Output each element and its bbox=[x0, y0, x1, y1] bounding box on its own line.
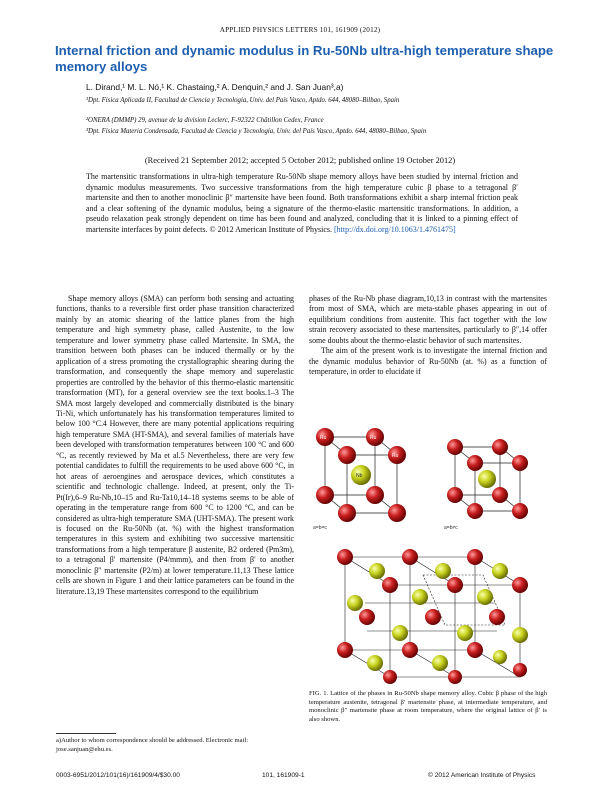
publication-dates: (Received 21 September 2012; accepted 5 October 2012; published online 19 October 2012) bbox=[144, 156, 456, 165]
journal-header: APPLIED PHYSICS LETTERS 101, 161909 (2012) bbox=[219, 26, 381, 34]
correspondence-footnote: a)Author to whom correspondence should be addressed. Electronic mail: jose.sanjuan@ehu.es. bbox=[56, 737, 249, 753]
cubic-axis-label: a=b=c bbox=[313, 525, 327, 531]
author-list: L. Dirand,¹ M. L. Nó,¹ K. Chastaing,² A. Denquin,² and J. San Juan³,a) bbox=[86, 82, 344, 92]
ru-label: Ru bbox=[320, 435, 327, 441]
tetragonal-nb-atom bbox=[478, 470, 496, 488]
body-column-right bbox=[309, 294, 547, 378]
lattice-figure bbox=[305, 425, 555, 685]
affiliation-1: ¹Dpt. Física Aplicada II, Facultad de Ciencia y Tecnología, Univ. del País Vasco, Aptdo. 644, 48080–Bilbao, Spain bbox=[86, 97, 400, 104]
paragraph: The aim of the present work is to investigate the internal friction and the dynamic modulus behavior of Ru-50Nb (at. %) as a function of temperature, in order to elucidate if bbox=[309, 346, 547, 377]
nb-label: Nb bbox=[356, 473, 363, 479]
footer-page-number: 101, 161909-1 bbox=[262, 772, 305, 779]
ru-label: Ru bbox=[392, 453, 399, 459]
ru-label: Ru bbox=[370, 435, 377, 441]
abstract-text: The martensitic transformations in ultra-high temperature Ru-50Nb shape memory alloys have been studied by internal friction and dynamic modulus measurements. Two successive transformations from the high temperature cubic β phase to a tetragonal β′ martensite and then to another monoclinic β″ martensite have been found. Both transformations exhibit a sharp internal friction peak and a clear softening of the dynamic modulus, being a signature of the thermo-elastic martensitic transformations. In addition, a pseudo relaxation peak strongly dependent on time has been found and analyzed, concluding that it is linked to a pinning effect of martensite interfaces by point defects. © 2012 American Institute of Physics. bbox=[86, 172, 518, 234]
tetragonal-axis-label: a=b≠c bbox=[444, 525, 458, 531]
abstract bbox=[86, 172, 518, 236]
doi-link[interactable]: [http://dx.doi.org/10.1063/1.4761475] bbox=[334, 224, 456, 234]
affiliation-2: ²ONERA (DMMP) 29, avenue de la division Leclerc, F-92322 Châtillon Cedex, France bbox=[86, 117, 324, 124]
footer-issn: 0003-6951/2012/101(16)/161909/4/$30.00 bbox=[56, 772, 180, 779]
affiliation-3: ³Dpt. Física Materia Condensada, Facultad de Ciencia y Tecnología, Univ. del País Vasco, Aptdo. 644, 48080–Bilbao, Spain bbox=[86, 128, 427, 135]
article-title: Internal friction and dynamic modulus in Ru-50Nb ultra-high temperature shape memory alloys bbox=[55, 43, 554, 74]
body-column-left bbox=[56, 294, 294, 597]
paragraph: phases of the Ru-Nb phase diagram,10,13 in contrast with the martensites from most of SMA, which are meta-stable phases appearing in out of equilibrium conditions from austenite. This fact together with the low strain recovery associated to these martensites, particularly to β″,14 offer some doubts about the thermo-elastic behavior of such martensites. bbox=[309, 294, 547, 345]
figure-caption: FIG. 1. Lattice of the phases in Ru-50Nb shape memory alloy. Cubic β phase of the high temperature austenite, tetragonal β′ martensite phase, at intermediate temperature, and monoclinic β″ martensite phase at room temperature, where the original lattice of β′ is also shown. bbox=[309, 690, 547, 723]
footnote-divider bbox=[56, 733, 116, 734]
paragraph: Shape memory alloys (SMA) can perform both sensing and actuating functions, thanks to a reversible first order phase transition characterized mainly by an atomic shearing of the lattice planes from the high temperature and high symmetry phase, called Austenite, to the low temperature and lower symmetry phase called Martensite. In SMA, the transition between both phases can be induced thermally or by the application of a stress promoting the crystallographic shearing during the transformation, and consequently the shape memory and superelastic properties are controlled by the behavior of this thermo-elastic martensitic transformation (MT), for a general overview see the text books.1–3 The SMA most largely developed and commercially distributed is the binary Ti-Ni, which unfortunately has his transformation temperatures limited to below 100 °C.4 However, there are many potential applications requiring high temperature SMA (HT-SMA), and several families of materials have been developed with transformation temperatures between 100 °C and 600 °C, as recently reviewed by Ma et al.5 Nevertheless, there are very few potential candidates to fulfill the requirements to be used above 600 °C, in hot areas of aeroengines and aerospace devices, which constitutes a scientific and technologic challenge. Indeed, at present, only the Ti-Pt(Ir),6–9 Ru-Nb,10–15 and Ru-Ta10,14–18 systems seems to be able of operating in the temperature range from 600 °C to 1200 °C, and can be considered as ultra-high temperature SMA (UHT-SMA). The present work is focused on the Ru-50Nb (at. %) with the highest transformation temperatures in this system and exhibiting two successive martensitic transformations from a high temperature β austenite, B2 ordered (Pm3m), to a tetragonal β′ martensite (P4/mmm), and then from β′ to another monoclinic β″ martensite (P2/m) at lower temperature.11,13 These lattice cells are shown in Figure 1 and their lattice parameters can be found in the literature.13,19 These martensites correspond to the equilibrium bbox=[56, 294, 294, 596]
footer-copyright: © 2012 American Institute of Physics bbox=[428, 772, 536, 779]
